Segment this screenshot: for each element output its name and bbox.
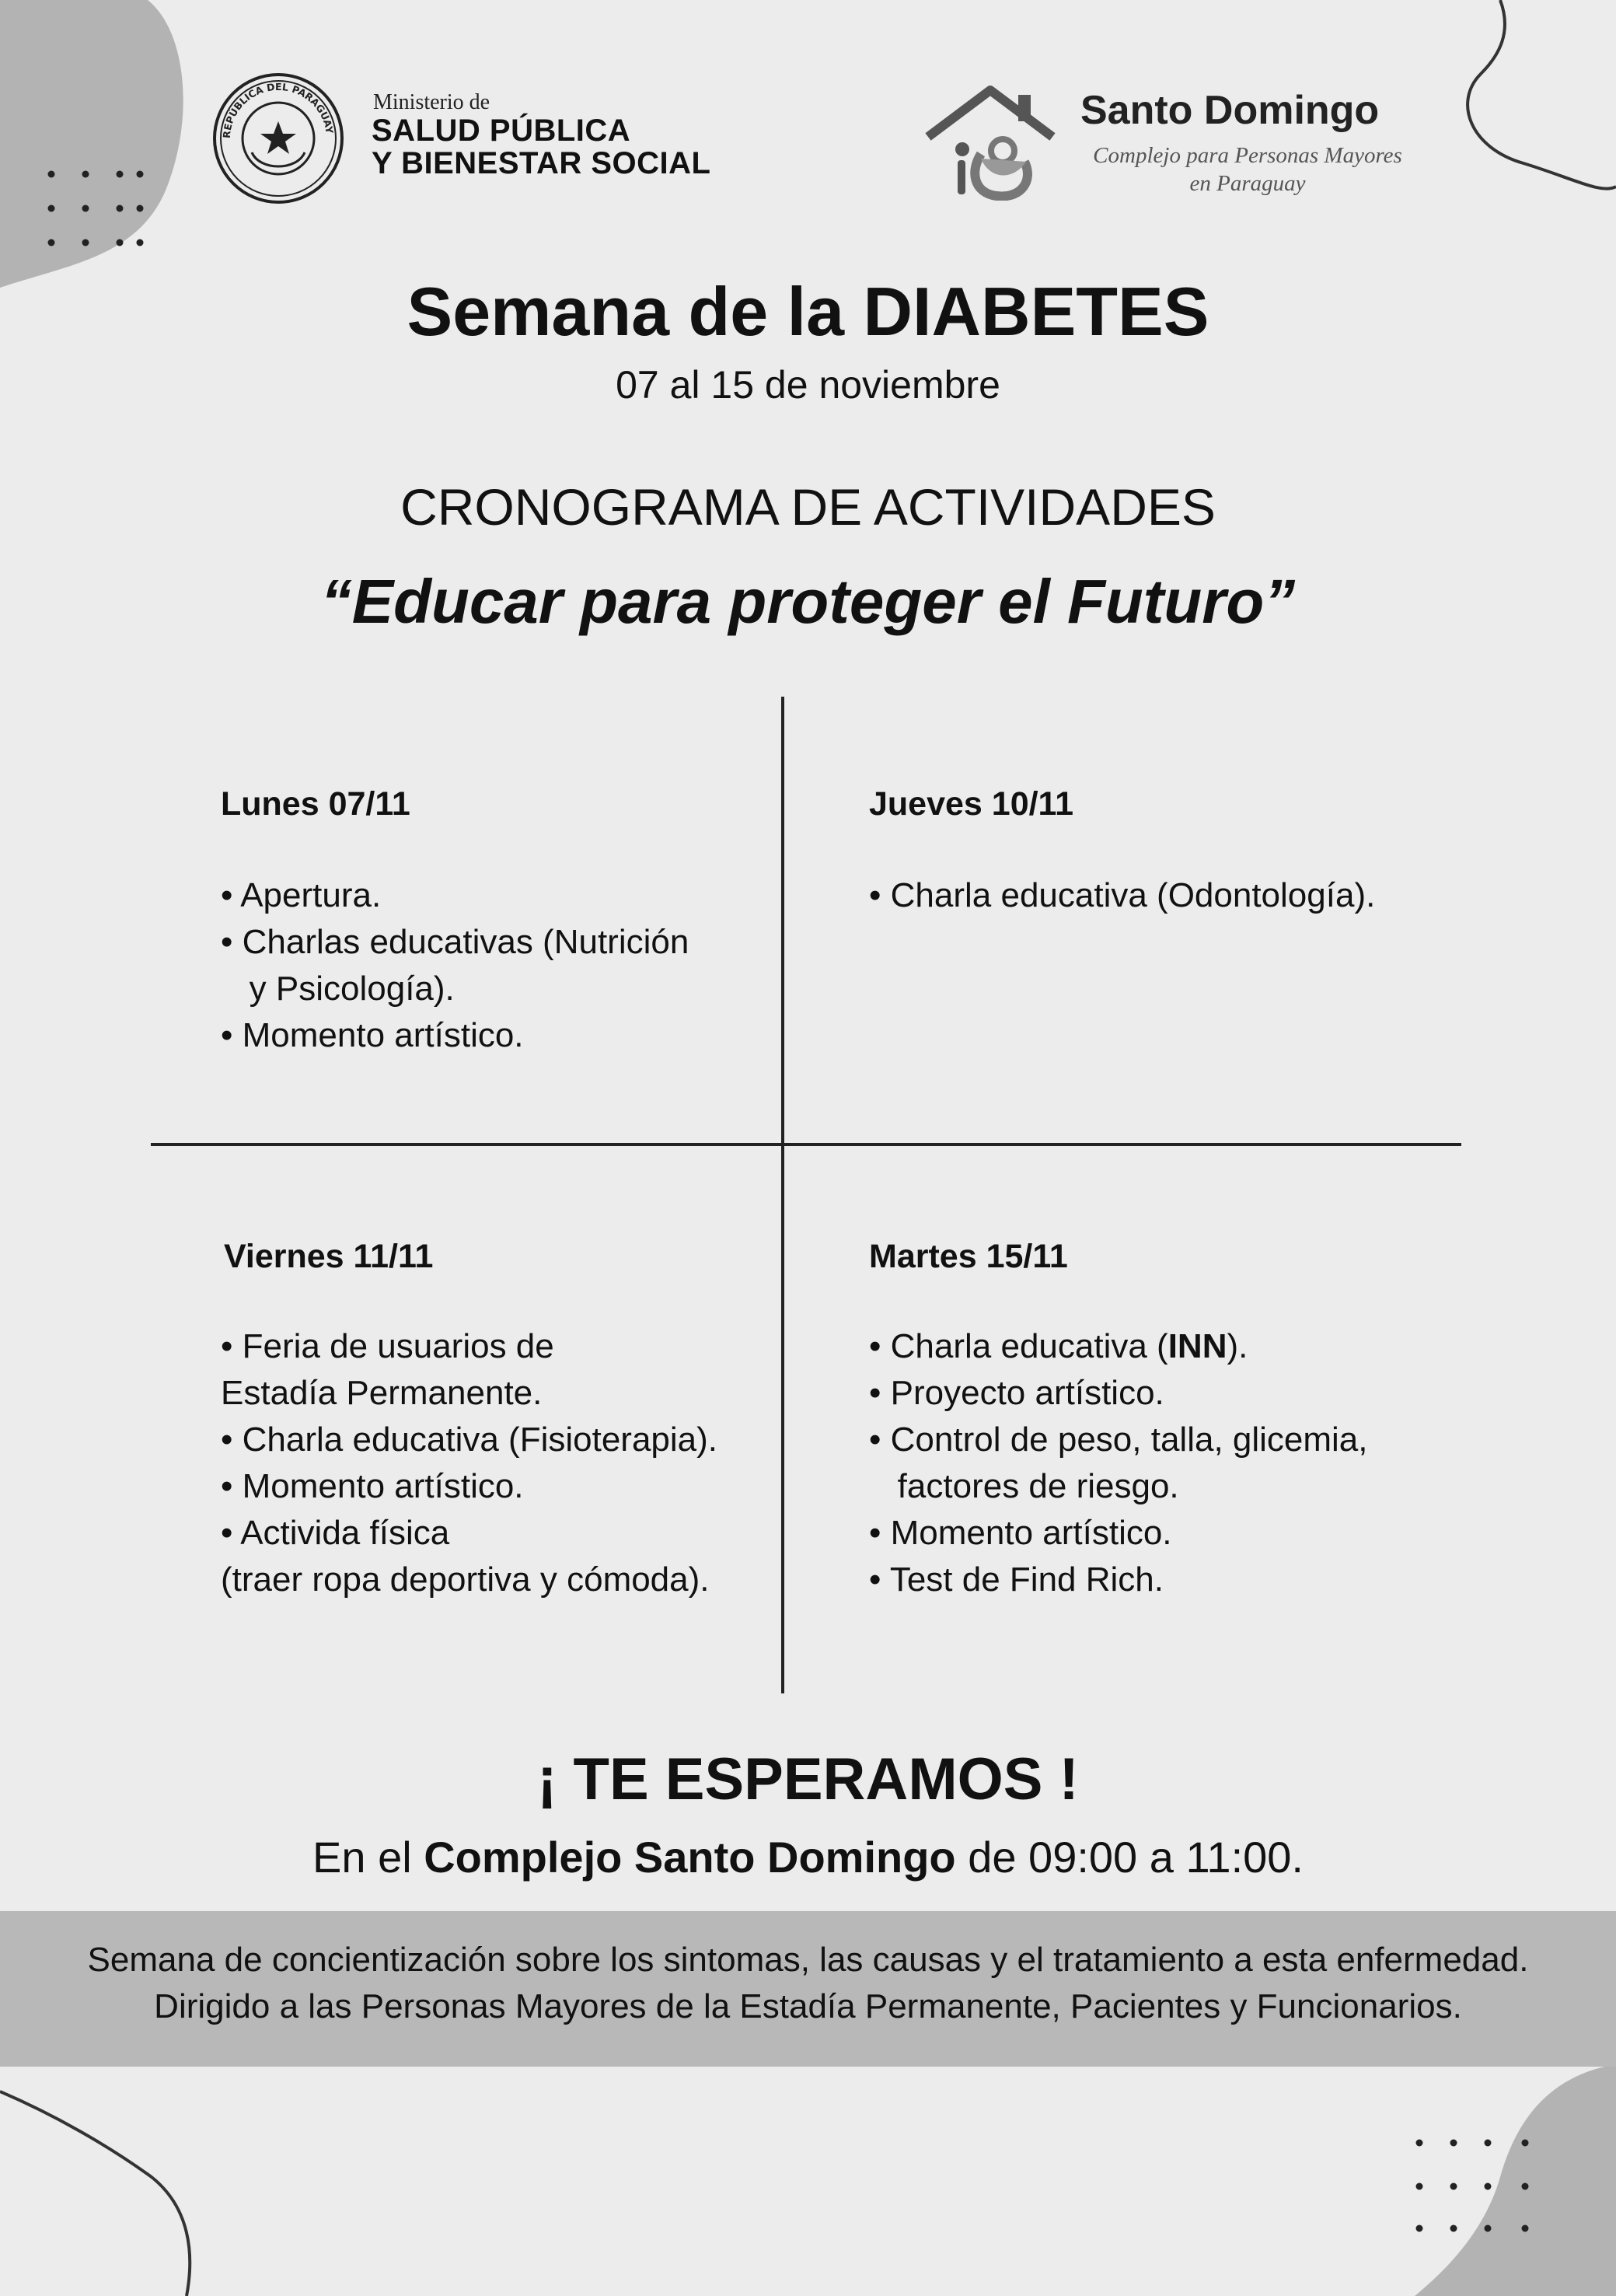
- list-item: • Apertura.: [221, 876, 382, 914]
- list-item: • Charla educativa (Fisioterapia).: [221, 1421, 718, 1459]
- venue-prefix: En el: [312, 1833, 424, 1882]
- vertical-divider: [781, 697, 784, 1693]
- event-motto: “Educar para proteger el Futuro”: [320, 567, 1296, 636]
- ministry-name-line2: Y BIENESTAR SOCIAL: [372, 146, 711, 180]
- list-item: • Feria de usuarios de: [221, 1327, 554, 1365]
- list-item: y Psicología).: [221, 970, 455, 1008]
- svg-text:REPÚBLICA DEL PARAGUAY: REPÚBLICA DEL PARAGUAY: [220, 80, 336, 139]
- list-item: [869, 1323, 1368, 1370]
- info-band-line2: Dirigido a las Personas Mayores de la Estadía Permanente, Pacientes y Funcionarios.: [154, 1987, 1462, 2025]
- event-dates: 07 al 15 de noviembre: [616, 363, 1000, 407]
- horizontal-divider: [151, 1143, 1461, 1146]
- ministry-name-line1: SALUD PÚBLICA: [372, 114, 631, 148]
- schedule-day-monday: Lunes 07/11: [221, 785, 410, 823]
- list-item-text: ).: [1227, 1327, 1248, 1365]
- schedule-items-thursday: [869, 872, 1375, 919]
- list-item: (traer ropa deportiva y cómoda).: [221, 1560, 710, 1599]
- list-item: • Control de peso, talla, glicemia,: [869, 1421, 1368, 1459]
- schedule-day-tuesday: Martes 15/11: [869, 1238, 1068, 1275]
- call-to-action: ¡ TE ESPERAMOS !: [537, 1746, 1079, 1812]
- schedule-heading: CRONOGRAMA DE ACTIVIDADES: [400, 478, 1216, 536]
- partner-subtitle-line1: Complejo para Personas Mayores: [1093, 143, 1402, 168]
- list-item: • Test de Find Rich.: [869, 1560, 1164, 1599]
- list-item: • Charla educativa (Odontología).: [869, 876, 1376, 914]
- list-item: factores de riesgo.: [869, 1467, 1179, 1505]
- schedule-items-friday: [221, 1323, 717, 1603]
- list-item-bold-text: INN: [1167, 1327, 1227, 1365]
- event-title: Semana de la DIABETES: [407, 273, 1209, 350]
- ministry-prefix: Ministerio de: [373, 90, 490, 114]
- list-item: • Activida física: [221, 1514, 450, 1552]
- venue-time: de 09:00 a 11:00.: [955, 1833, 1304, 1882]
- list-item: • Momento artístico.: [869, 1514, 1172, 1552]
- paraguay-seal-icon: [211, 72, 345, 205]
- top-left-dots: [48, 171, 144, 246]
- bottom-left-curve: [0, 2092, 190, 2296]
- top-right-curve: [1468, 0, 1616, 189]
- venue-line: [0, 1832, 1616, 1882]
- schedule-day-thursday: Jueves 10/11: [869, 785, 1074, 823]
- list-item: • Momento artístico.: [221, 1467, 524, 1505]
- partner-subtitle-line2: en Paraguay: [1189, 171, 1306, 196]
- bottom-right-dots: [1416, 2140, 1529, 2232]
- schedule-day-friday: Viernes 11/11: [224, 1238, 434, 1275]
- info-band-line1: Semana de concientización sobre los sintomas, las causas y el tratamiento a esta enfermedad.: [87, 1941, 1529, 1979]
- schedule-items-tuesday: [869, 1323, 1368, 1603]
- venue-name: Complejo Santo Domingo: [424, 1833, 956, 1882]
- top-left-blob: [0, 0, 183, 288]
- santo-domingo-house-logo: [922, 84, 1062, 201]
- partner-title: Santo Domingo: [1080, 88, 1380, 133]
- list-item: • Proyecto artístico.: [869, 1374, 1164, 1412]
- list-item: • Charlas educativas (Nutrición: [221, 923, 689, 961]
- bottom-right-blob: [1415, 2064, 1616, 2296]
- schedule-items-monday: [221, 872, 689, 1059]
- list-item-text: • Charla educativa (: [869, 1327, 1168, 1365]
- list-item: • Momento artístico.: [221, 1016, 524, 1054]
- list-item: Estadía Permanente.: [221, 1374, 543, 1412]
